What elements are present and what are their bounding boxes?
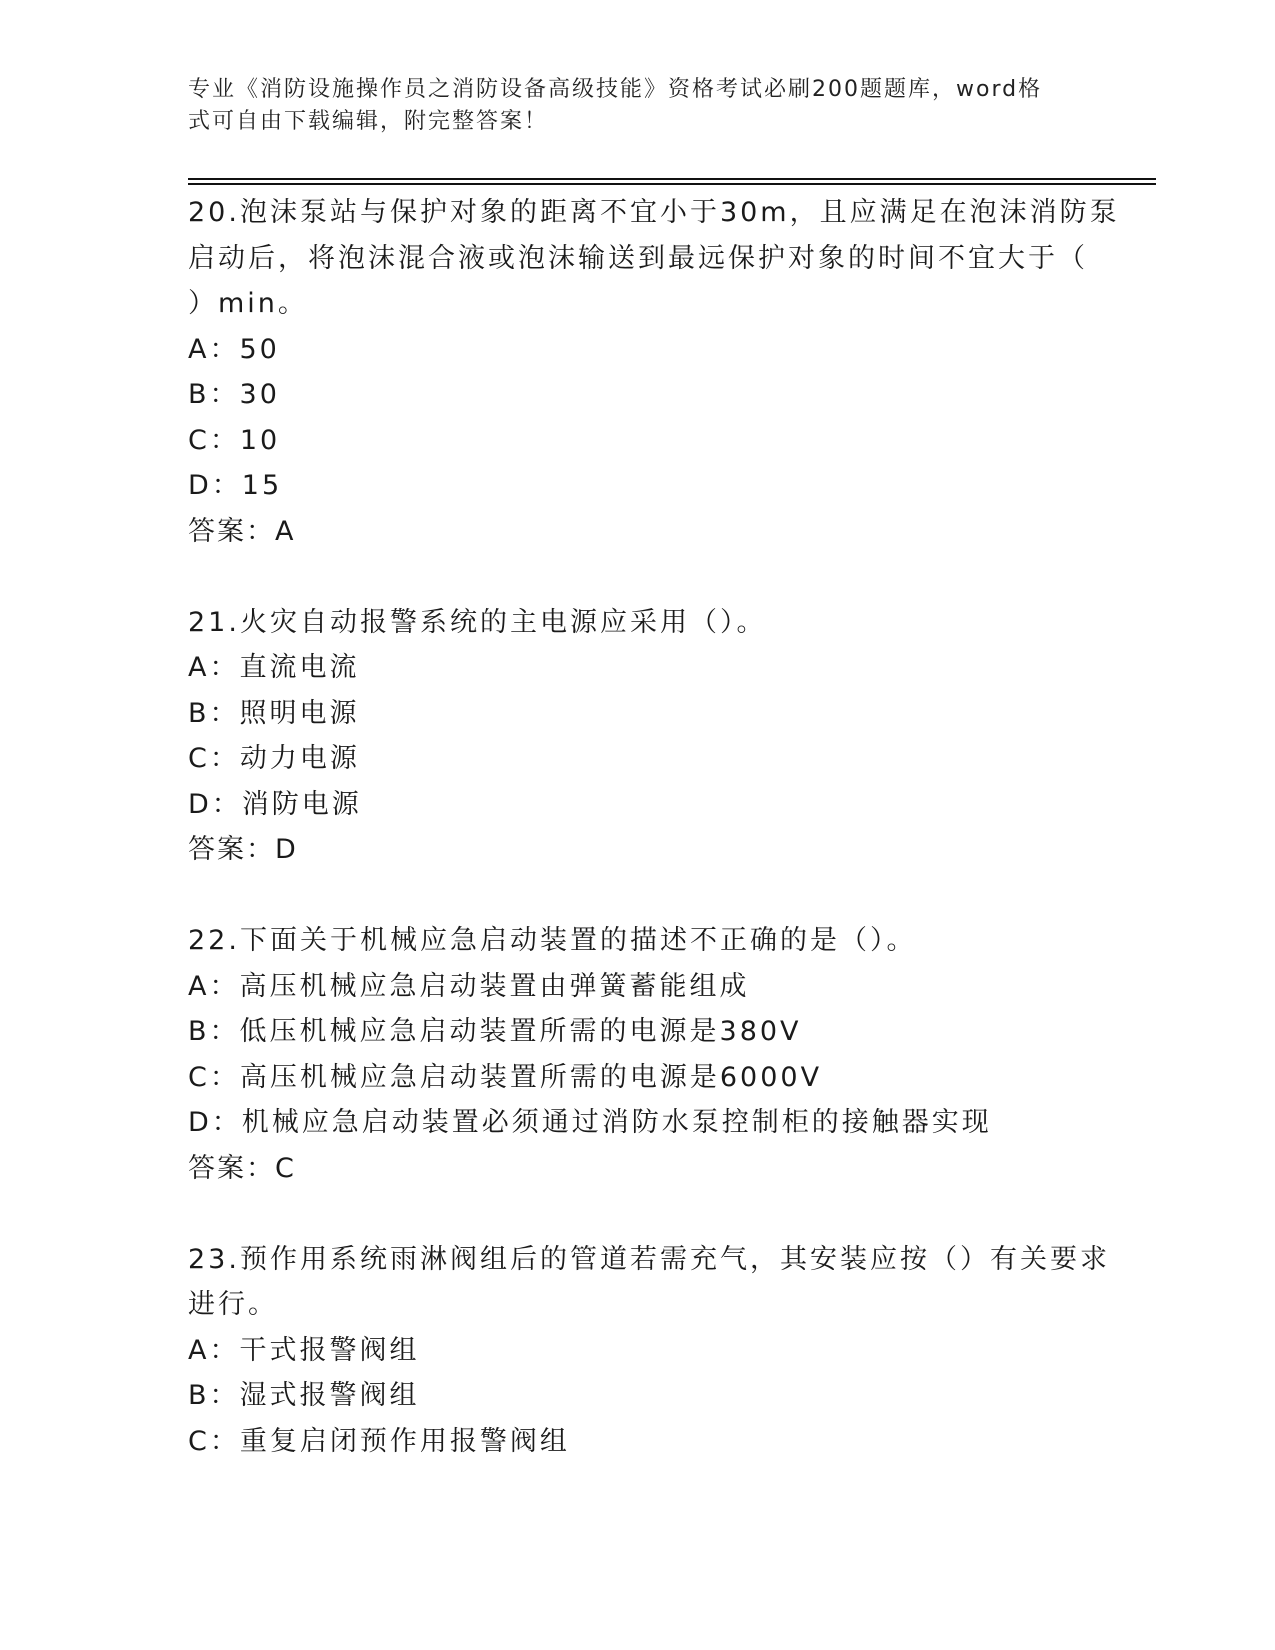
question-spacer — [188, 554, 1088, 600]
option-b: B：照明电源 — [188, 697, 360, 729]
header-line-1: 专业《消防设施操作员之消防设备高级技能》资格考试必刷200题题库，word格 — [188, 77, 1043, 102]
option-d: D：15 — [188, 470, 283, 501]
answer-line: 答案：A — [188, 515, 296, 547]
option-a: A：50 — [188, 333, 280, 365]
question-22 — [188, 918, 1088, 1191]
question-23 — [188, 1237, 1110, 1465]
option-c: C：10 — [188, 424, 281, 456]
option-a: A：直流电流 — [188, 652, 360, 683]
question-20 — [188, 190, 1120, 554]
question-21 — [188, 600, 1088, 873]
question-stem-line: 22.下面关于机械应急启动装置的描述不正确的是（）。 — [188, 925, 917, 956]
answer-line: 答案：D — [188, 834, 298, 865]
question-stem-line: 23.预作用系统雨淋阀组后的管道若需充气，其安装应按（）有关要求 — [188, 1243, 1110, 1275]
question-stem-line: ）min。 — [188, 288, 308, 319]
question-stem-line: 进行。 — [188, 1289, 278, 1320]
question-list — [188, 190, 1120, 1464]
option-a: A：高压机械应急启动装置由弹簧蓄能组成 — [188, 970, 750, 1002]
header-divider-top — [188, 178, 1156, 180]
option-a: A：干式报警阀组 — [188, 1334, 420, 1366]
option-b: B：湿式报警阀组 — [188, 1380, 420, 1411]
document-header — [188, 74, 1068, 138]
option-d: D：消防电源 — [188, 788, 362, 820]
option-c: C：重复启闭预作用报警阀组 — [188, 1425, 570, 1457]
option-b: B：低压机械应急启动装置所需的电源是380V — [188, 1016, 802, 1047]
option-d: D：机械应急启动装置必须通过消防水泵控制柜的接触器实现 — [188, 1107, 992, 1138]
question-stem-line: 21.火灾自动报警系统的主电源应采用（）。 — [188, 606, 767, 638]
option-c: C：高压机械应急启动装置所需的电源是6000V — [188, 1061, 823, 1093]
option-b: B：30 — [188, 379, 280, 410]
option-c: C：动力电源 — [188, 743, 360, 774]
header-divider-bottom — [188, 183, 1156, 185]
answer-line: 答案：C — [188, 1152, 296, 1184]
question-stem-line: 20.泡沫泵站与保护对象的距离不宜小于30m，且应满足在泡沫消防泵 — [188, 197, 1120, 228]
question-spacer — [188, 873, 1088, 919]
question-spacer — [188, 1191, 1088, 1237]
header-line-2: 式可自由下载编辑，附完整答案！ — [188, 109, 549, 134]
question-stem-line: 启动后，将泡沫混合液或泡沫输送到最远保护对象的时间不宜大于（ — [188, 242, 1088, 274]
